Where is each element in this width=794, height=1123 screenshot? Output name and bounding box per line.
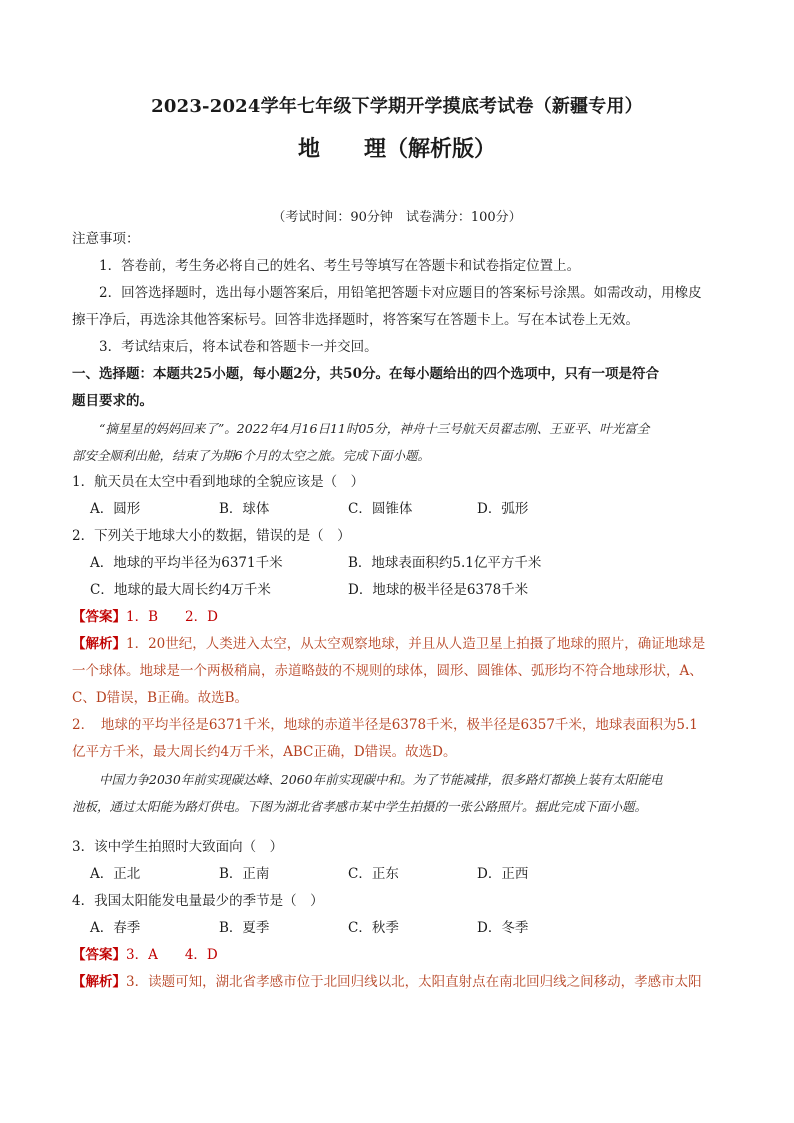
exam-title: 2023-2024学年七年级下学期开学摸底考试卷（新疆专用） [151,96,643,117]
notes-heading: 注意事项： [72,231,140,247]
option-a: A．正北 [90,866,141,882]
analysis-text: 2． 地球的平均半径是6371千米，地球的赤道半径是6378千米，极半径是6357千米，地球表面积为5.1 [72,717,698,733]
section-heading: 一、选择题：本题共25小题，每小题2分，共50分。在每小题给出的四个选项中，只有一项是符合 [72,366,659,382]
question-3-options [72,861,724,888]
option-c: C．秋季 [348,920,399,936]
analysis-text: C、D错误，B正确。故选B。 [72,690,248,706]
question-3: 3．该中学生拍照时大致面向（ ） [72,839,284,855]
analysis-tag: 【解析】 [72,636,126,652]
answer-tag: 【答案】 [72,947,126,963]
question-4-options [72,915,724,942]
analysis-text: 亿平方千米，最大周长约4万千米，ABC正确，D错误。故选D。 [72,744,457,760]
note-item-cont: 擦干净后，再选涂其他答案标号。回答非选择题时，将答案写在答题卡上。写在本试卷上无效。 [72,312,639,328]
note-item: 2．回答选择题时，选出每小题答案后，用铅笔把答题卡对应题目的答案标号涂黑。如需改动，用橡皮 [99,285,702,301]
analysis-tag: 【解析】 [72,974,126,990]
answer-value: 1．B 2．D [126,609,218,625]
subject-char-2: 理（解析版） [364,136,497,162]
question-4: 4．我国太阳能发电量最少的季节是（ ） [72,893,324,909]
question-1-options [72,496,724,523]
option-b: B．球体 [219,501,270,517]
option-d: D．冬季 [477,920,529,936]
analysis-line [72,631,724,658]
analysis-text: 3．读题可知，湖北省孝感市位于北回归线以北，太阳直射点在南北回归线之间移动，孝感市太阳 [126,974,702,990]
question-1: 1．航天员在太空中看到地球的全貌应该是（ ） [72,474,365,490]
answer-line [72,604,724,631]
analysis-line [72,969,724,996]
section-heading-cont: 题目要求的。 [72,393,153,409]
question-2-options-row1 [72,550,724,577]
exam-content [72,226,724,996]
answer-tag: 【答案】 [72,609,126,625]
subject-char-1: 地 [297,136,320,162]
exam-info: （考试时间：90分钟 试卷满分：100分） [272,210,522,225]
question-2-options-row2 [72,577,724,604]
option-b: B．正南 [219,866,270,882]
option-d: D．正西 [477,866,529,882]
option-d: D．弧形 [477,501,529,517]
option-a: A．春季 [90,920,141,936]
note-item: 3．考试结束后，将本试卷和答题卡一并交回。 [99,339,378,355]
option-a: A．地球的平均半径为6371千米 [90,555,283,571]
option-d: D．地球的极半径是6378千米 [348,582,529,598]
note-item: 1．答卷前，考生务必将自己的姓名、考生号等填写在答题卡和试卷指定位置上。 [99,258,581,274]
option-a: A．圆形 [90,501,141,517]
analysis-text: 一个球体。地球是一个两极稍扁，赤道略鼓的不规则的球体，圆形、圆锥体、弧形均不符合地球形状，A、 [72,663,703,679]
question-2: 2．下列关于地球大小的数据，错误的是（ ） [72,528,351,544]
answer-value: 3．A 4．D [126,947,218,963]
subject-title [0,132,794,163]
answer-line [72,942,724,969]
option-c: C．地球的最大周长约4万千米 [90,582,271,598]
question-stem: “摘星星的妈妈回来了”。2022年4月16日11时05分，神舟十三号航天员翟志刚、王亚平、叶光富全 [99,421,650,436]
analysis-text: 1．20世纪，人类进入太空，从太空观察地球，并且从人造卫星上拍摄了地球的照片，确证地球是 [126,636,706,652]
option-c: C．正东 [348,866,399,882]
question-stem: 中国力争2030年前实现碳达峰、2060年前实现碳中和。为了节能减排，很多路灯都换上装有太阳能电 [99,772,663,787]
option-c: C．圆锥体 [348,501,413,517]
option-b: B．地球表面积约5.1亿平方千米 [348,555,542,571]
question-stem: 池板，通过太阳能为路灯供电。下图为湖北省孝感市某中学生拍摄的一张公路照片。据此完成下面小题。 [72,799,648,814]
option-b: B．夏季 [219,920,270,936]
question-stem: 部安全顺利出舱，结束了为期6个月的太空之旅。完成下面小题。 [72,448,430,463]
